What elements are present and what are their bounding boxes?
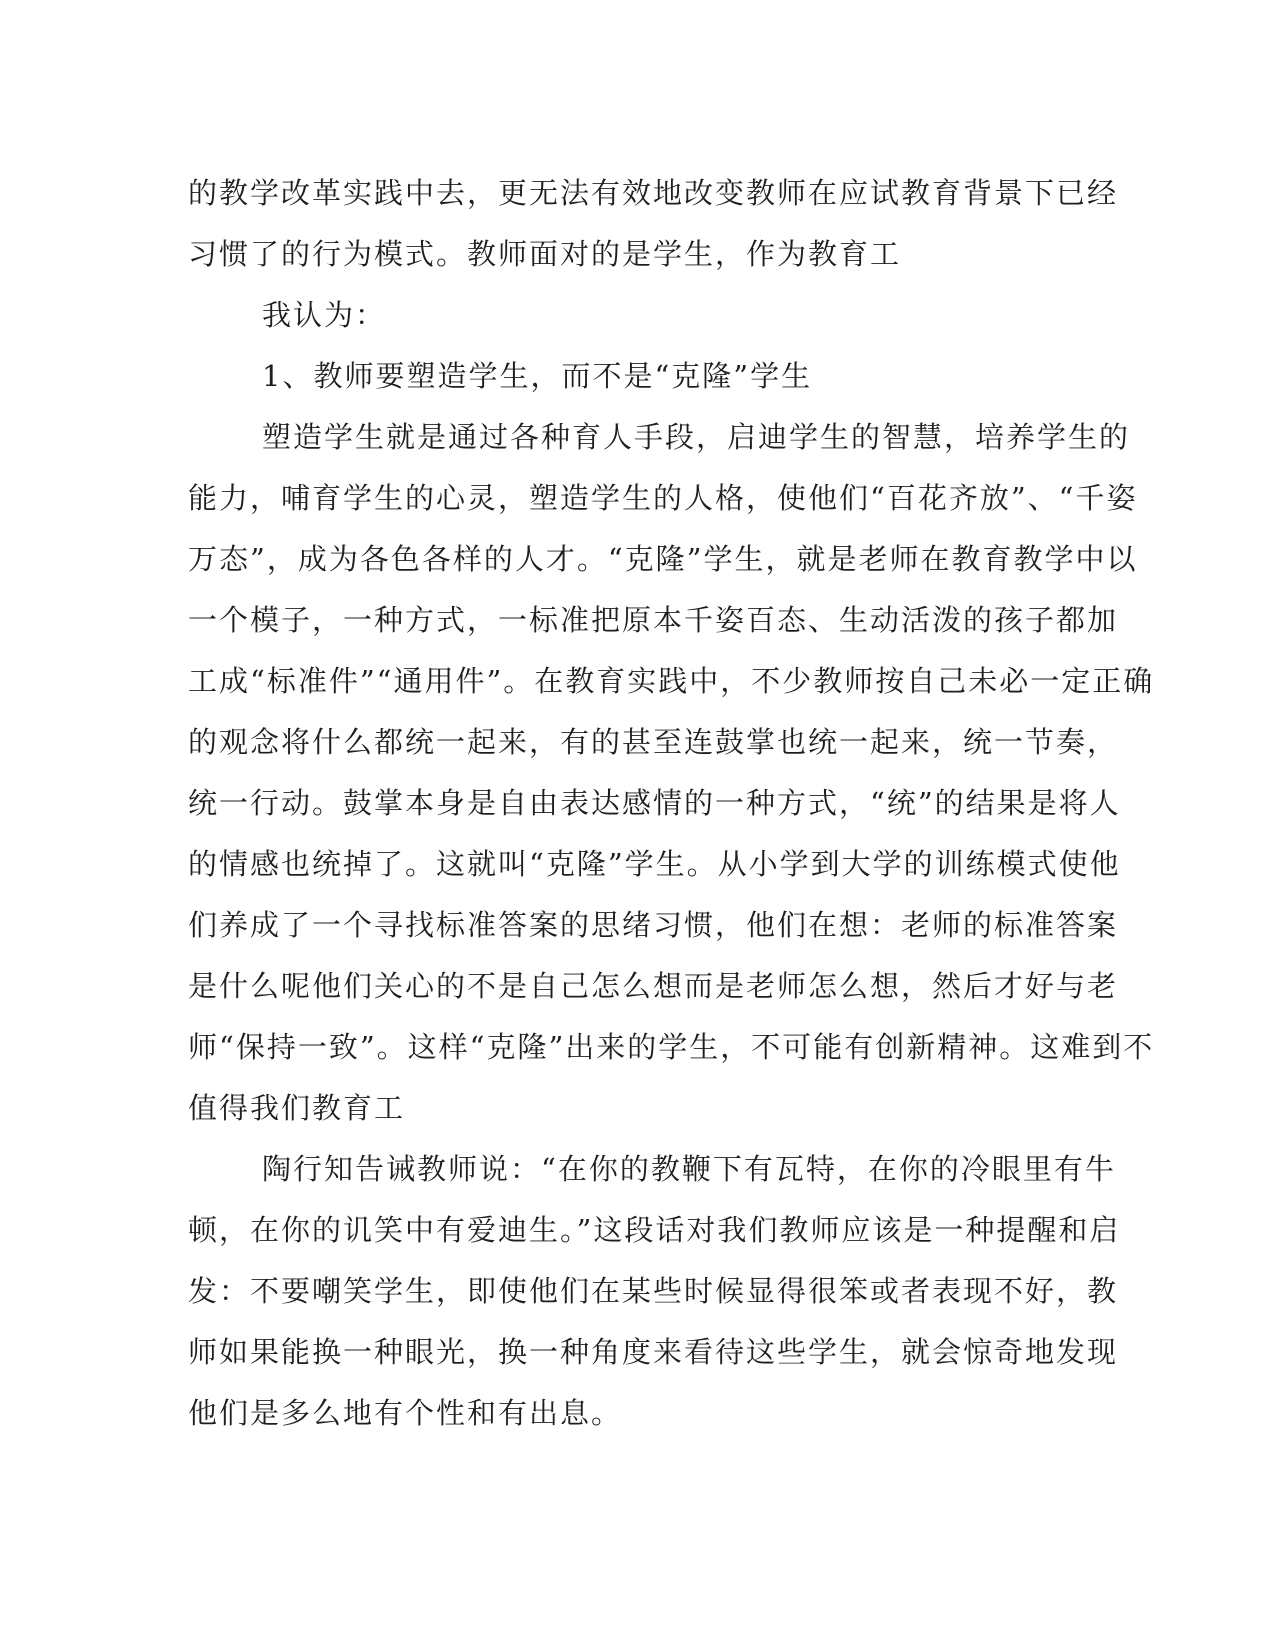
text-line: 师如果能换一种眼光，换一种角度来看待这些学生，就会惊奇地发现 xyxy=(188,1335,1119,1369)
text-line: 的观念将什么都统一起来，有的甚至连鼓掌也统一起来，统一节奏， xyxy=(188,725,1119,759)
text-line: 是什么呢他们关心的不是自己怎么想而是老师怎么想，然后才好与老 xyxy=(188,969,1119,1003)
paragraph-start: 我认为： xyxy=(262,298,387,332)
text-line: 的教学改革实践中去，更无法有效地改变教师在应试教育背景下已经 xyxy=(188,176,1119,210)
text-line: 顿，在你的讥笑中有爱迪生。”这段话对我们教师应该是一种提醒和启 xyxy=(188,1213,1121,1247)
text-line: 能力，哺育学生的心灵，塑造学生的人格，使他们“百花齐放”、“千姿 xyxy=(188,481,1138,515)
text-line: 统一行动。鼓掌本身是自由表达感情的一种方式，“统”的结果是将人 xyxy=(188,786,1121,820)
text-line: 工成“标准件”“通用件”。在教育实践中，不少教师按自己未必一定正确 xyxy=(188,664,1155,698)
text-line: 们养成了一个寻找标准答案的思绪习惯，他们在想：老师的标准答案 xyxy=(188,908,1119,942)
section-heading: 1、教师要塑造学生，而不是“克隆”学生 xyxy=(262,359,813,393)
text-line: 师“保持一致”。这样“克隆”出来的学生，不可能有创新精神。这难到不 xyxy=(188,1030,1155,1064)
paragraph-start: 陶行知告诫教师说：“在你的教鞭下有瓦特，在你的冷眼里有牛 xyxy=(262,1152,1116,1186)
text-line: 万态”，成为各色各样的人才。“克隆”学生，就是老师在教育教学中以 xyxy=(188,542,1138,576)
text-line: 值得我们教育工 xyxy=(188,1091,406,1125)
text-line: 习惯了的行为模式。教师面对的是学生，作为教育工 xyxy=(188,237,902,271)
paragraph-start: 塑造学生就是通过各种育人手段，启迪学生的智慧，培养学生的 xyxy=(262,420,1131,454)
body-text xyxy=(188,163,1155,1444)
text-line: 的情感也统掉了。这就叫“克隆”学生。从小学到大学的训练模式使他 xyxy=(188,847,1121,881)
text-line: 一个模子，一种方式，一标准把原本千姿百态、生动活泼的孩子都加 xyxy=(188,603,1119,637)
text-line: 发：不要嘲笑学生，即使他们在某些时候显得很笨或者表现不好，教 xyxy=(188,1274,1119,1308)
text-line: 他们是多么地有个性和有出息。 xyxy=(188,1396,623,1430)
